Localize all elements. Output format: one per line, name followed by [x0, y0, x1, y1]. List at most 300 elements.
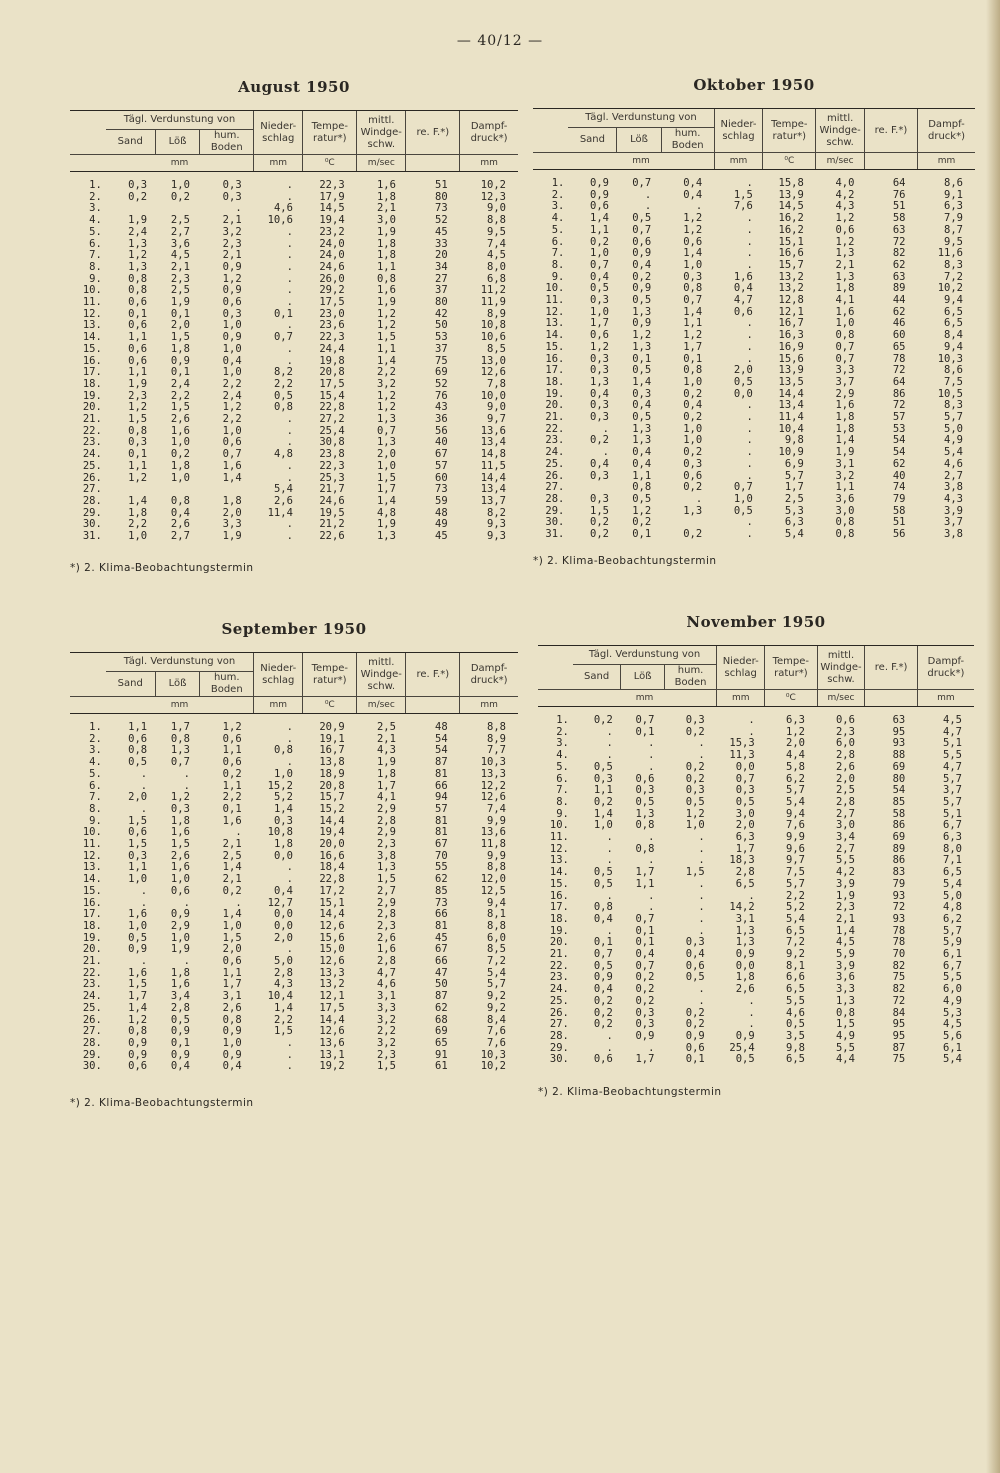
value-cell: 2,2: [128, 518, 148, 531]
temperature-header: [763, 109, 816, 153]
value-cell: 1,1: [632, 469, 652, 482]
value-cell: .: [140, 779, 148, 792]
value-cell: 1,9: [128, 377, 148, 390]
value-cell: 23,6: [319, 319, 345, 332]
value-cell: 1,3: [376, 530, 396, 543]
footnote: *) 2. Klima-Beobachtungstermin: [70, 562, 254, 574]
day-cell: 1.: [556, 714, 569, 726]
value-cell: 1,0: [593, 819, 613, 832]
value-cell: .: [606, 725, 613, 738]
value-cell: 73: [435, 202, 448, 215]
value-cell: 56: [435, 424, 448, 437]
value-cell: 9,6: [786, 842, 805, 855]
table-row: [70, 956, 518, 968]
value-cell: 46: [892, 317, 906, 330]
value-cell: 1,4: [376, 494, 396, 507]
value-cell: 95: [892, 725, 906, 738]
value-cell: 37: [435, 342, 448, 355]
day-cell: 9.: [89, 272, 102, 285]
value-cell: 1,0: [170, 931, 190, 944]
value-cell: 1,0: [683, 422, 703, 435]
value-cell: 1,5: [170, 331, 190, 344]
value-cell: 1,6: [835, 399, 855, 412]
value-cell: 0,7: [733, 481, 753, 494]
value-cell: 2,2: [376, 1025, 396, 1038]
value-cell: 4,6: [786, 1006, 805, 1019]
value-cell: 2,1: [222, 873, 242, 886]
value-cell: 66: [435, 908, 448, 921]
loess-header: Löß: [621, 665, 665, 690]
value-cell: 0,7: [376, 424, 396, 437]
value-cell: .: [746, 317, 753, 330]
value-cell: .: [286, 190, 293, 203]
header-text: Dampf-: [470, 662, 508, 674]
value-cell: 0,6: [128, 319, 148, 332]
value-cell: .: [748, 714, 755, 726]
table-row: [538, 762, 974, 774]
value-cell: .: [286, 424, 293, 437]
value-cell: 29,2: [319, 284, 345, 297]
value-cell: 13,6: [480, 424, 506, 437]
day-cell: 17.: [82, 908, 102, 921]
value-cell: 3,0: [835, 819, 855, 832]
value-cell: 1,1: [128, 459, 148, 472]
value-cell: 12,3: [480, 190, 506, 203]
value-cell: 0,1: [593, 936, 613, 949]
value-cell: 13,4: [480, 483, 506, 496]
value-cell: 9,0: [487, 401, 506, 414]
unit-temperature: ⁰C: [765, 690, 817, 707]
value-cell: 1,7: [590, 317, 609, 330]
value-cell: 15,1: [319, 896, 345, 909]
unit-vapour-pressure: mm: [917, 153, 975, 170]
value-cell: .: [602, 422, 609, 435]
value-cell: 9,8: [784, 434, 804, 447]
value-cell: 4,4: [786, 749, 805, 762]
day-cell: 24.: [549, 983, 569, 996]
day-cell: 16.: [545, 352, 565, 365]
value-cell: 2,2: [273, 1013, 293, 1026]
value-cell: 1,1: [128, 366, 148, 379]
value-cell: 1,4: [835, 924, 855, 937]
header-text: Nieder-: [722, 655, 759, 667]
value-cell: 73: [435, 896, 448, 909]
value-cell: 1,2: [222, 721, 242, 733]
humidity-header: [406, 111, 460, 155]
table-row: [70, 180, 518, 192]
day-cell: 6.: [556, 772, 569, 785]
day-cell: 27.: [549, 1018, 569, 1031]
value-cell: .: [746, 469, 753, 482]
value-cell: 1,0: [683, 258, 703, 271]
value-cell: 54: [892, 446, 906, 459]
value-cell: 2,8: [835, 749, 855, 762]
value-cell: .: [698, 912, 705, 925]
table-row: [533, 435, 975, 447]
value-cell: 0,4: [170, 506, 190, 519]
value-cell: 7,7: [487, 744, 506, 757]
day-cell: 30.: [82, 518, 102, 531]
header-text: Tempe-: [311, 662, 348, 674]
day-cell: 9.: [89, 814, 102, 827]
evaporation-group-header: Tägl. Verdunstung von: [568, 109, 714, 128]
day-cell: 19.: [82, 389, 102, 402]
value-cell: 2,0: [222, 506, 242, 519]
value-cell: 72: [892, 399, 906, 412]
header-text: Nieder-: [720, 118, 757, 130]
day-cell: 14.: [549, 866, 569, 879]
value-cell: .: [748, 994, 755, 1007]
value-cell: 82: [892, 959, 906, 972]
value-cell: 4,3: [376, 744, 396, 757]
value-cell: 62: [435, 1001, 448, 1014]
value-cell: 0,8: [273, 401, 293, 414]
value-cell: 0,3: [128, 849, 148, 862]
value-cell: .: [748, 1006, 755, 1019]
value-cell: 18,4: [319, 861, 345, 874]
value-cell: 15,0: [319, 943, 345, 956]
day-cell: 1.: [551, 177, 565, 189]
evaporation-group-header: Tägl. Verdunstung von: [106, 111, 254, 130]
value-cell: 10,2: [480, 179, 506, 191]
day-cell: 19.: [549, 924, 569, 937]
value-cell: 18,9: [319, 767, 345, 780]
day-cell: 15.: [82, 884, 102, 897]
value-cell: 5,5: [835, 854, 855, 867]
day-cell: 16.: [82, 896, 102, 909]
day-cell: 8.: [551, 258, 565, 271]
header-text: druck*): [470, 132, 508, 144]
day-cell: 21.: [82, 413, 102, 426]
value-cell: 65: [892, 340, 906, 353]
day-cell: 23.: [82, 978, 102, 991]
day-cell: 21.: [545, 411, 565, 424]
table-row: [533, 529, 975, 541]
header-text: ratur*): [313, 674, 347, 686]
table-row: [538, 879, 974, 891]
value-cell: 10,2: [937, 282, 963, 295]
header-text: druck*): [470, 674, 508, 686]
value-cell: 74: [892, 481, 906, 494]
value-cell: 2,2: [222, 791, 242, 804]
value-cell: 2,0: [128, 791, 148, 804]
value-cell: 1,2: [128, 471, 148, 484]
value-cell: 0,3: [590, 352, 609, 365]
temperature-header: [303, 111, 357, 155]
value-cell: 0,8: [170, 732, 190, 745]
value-cell: 1,1: [835, 481, 855, 494]
value-cell: .: [286, 471, 293, 484]
value-cell: 4,9: [835, 1029, 855, 1042]
value-cell: 54: [435, 744, 448, 757]
day-cell: 20.: [545, 399, 565, 412]
unit-cell: [538, 690, 573, 707]
value-cell: 8,6: [944, 177, 963, 189]
table-header: [70, 111, 518, 172]
value-cell: 8,8: [487, 861, 506, 874]
value-cell: .: [746, 528, 753, 541]
value-cell: 30,8: [319, 436, 345, 449]
value-cell: 1,8: [222, 494, 242, 507]
value-cell: 0,6: [685, 959, 705, 972]
value-cell: 21,2: [319, 518, 345, 531]
value-cell: 3,3: [376, 1001, 396, 1014]
value-cell: 0,2: [128, 190, 148, 203]
value-cell: 2,8: [376, 814, 396, 827]
value-cell: 1,5: [590, 504, 609, 517]
value-cell: 2,1: [376, 202, 396, 215]
value-cell: 12,1: [319, 990, 345, 1003]
value-cell: 2,6: [170, 413, 190, 426]
value-cell: 2,3: [222, 237, 242, 250]
day-cell: 23.: [549, 971, 569, 984]
month-title: August 1950: [238, 78, 350, 96]
value-cell: 3,0: [735, 807, 755, 820]
value-cell: 1,9: [376, 225, 396, 238]
value-cell: 0,6: [632, 235, 652, 248]
value-cell: 7,4: [487, 802, 506, 815]
value-cell: 1,0: [222, 1036, 242, 1049]
day-cell: 10.: [545, 282, 565, 295]
table-row: [538, 914, 974, 926]
value-cell: .: [648, 889, 655, 902]
value-cell: 1,3: [835, 994, 855, 1007]
value-cell: .: [286, 237, 293, 250]
value-cell: 9,1: [944, 188, 963, 201]
value-cell: 7,2: [786, 936, 805, 949]
value-cell: 0,0: [273, 919, 293, 932]
value-cell: 3,9: [835, 877, 855, 890]
value-cell: 0,9: [593, 971, 613, 984]
value-cell: 2,3: [835, 725, 855, 738]
table-row: [538, 797, 974, 809]
value-cell: 22,8: [319, 401, 345, 414]
value-cell: .: [606, 1029, 613, 1042]
day-cell: 7.: [89, 791, 102, 804]
value-cell: 12,6: [319, 955, 345, 968]
unit-vapour-pressure: mm: [460, 697, 518, 714]
unit-humidity: [406, 697, 460, 714]
day-cell: 30.: [82, 1060, 102, 1073]
value-cell: 10,3: [480, 1048, 506, 1061]
value-cell: 1,3: [632, 305, 652, 318]
value-cell: 95: [892, 1029, 906, 1042]
value-cell: 1,8: [835, 422, 855, 435]
value-cell: 0,3: [632, 387, 652, 400]
value-cell: .: [748, 889, 755, 902]
value-cell: 4,8: [376, 506, 396, 519]
value-cell: 15,4: [319, 389, 345, 402]
value-cell: 64: [892, 375, 906, 388]
value-cell: 0,1: [170, 1036, 190, 1049]
day-cell: 7.: [89, 249, 102, 262]
value-cell: 1,4: [222, 471, 242, 484]
table-row: [533, 260, 975, 272]
day-cell: 4.: [89, 214, 102, 227]
day-cell: 2.: [89, 190, 102, 203]
value-cell: 11,4: [267, 506, 293, 519]
vapour-pressure-header: [917, 646, 974, 690]
value-cell: 1,4: [593, 807, 613, 820]
table-row: [70, 944, 518, 956]
value-cell: 2,5: [222, 849, 242, 862]
value-cell: 1,6: [733, 270, 753, 283]
value-cell: 1,8: [376, 249, 396, 262]
paper-edge-shadow: [986, 0, 1000, 1473]
value-cell: 7,6: [786, 819, 805, 832]
temperature-header: [765, 646, 817, 690]
value-cell: 8,3: [944, 258, 963, 271]
value-cell: 1,6: [376, 179, 396, 191]
value-cell: 15,2: [319, 802, 345, 815]
value-cell: 69: [892, 831, 906, 844]
day-cell: 13.: [545, 317, 565, 330]
value-cell: 40: [892, 469, 906, 482]
table-row: [70, 804, 518, 816]
day-cell: 10.: [549, 819, 569, 832]
humidity-header: [865, 646, 917, 690]
value-cell: 12,1: [778, 305, 804, 318]
wind-speed-header: [357, 653, 406, 697]
value-cell: 63: [892, 223, 906, 236]
footnote: *) 2. Klima-Beobachtungstermin: [70, 1097, 254, 1109]
value-cell: 16,3: [778, 329, 804, 342]
value-cell: 3,2: [376, 1036, 396, 1049]
sand-header: Sand: [117, 136, 143, 147]
value-cell: 81: [435, 919, 448, 932]
value-cell: 1,3: [835, 247, 855, 260]
value-cell: 0,8: [632, 481, 652, 494]
header-text: Windge-: [820, 661, 862, 673]
value-cell: 3,9: [944, 504, 963, 517]
value-cell: 3,2: [376, 1013, 396, 1026]
precipitation-header: [254, 111, 303, 155]
value-cell: 0,2: [632, 270, 652, 283]
value-cell: 0,8: [683, 282, 703, 295]
value-cell: 0,4: [733, 282, 753, 295]
value-cell: .: [698, 831, 705, 844]
value-cell: 1,7: [222, 978, 242, 991]
value-cell: 0,6: [835, 223, 855, 236]
value-cell: 0,9: [590, 177, 609, 189]
unit-wind: m/sec: [817, 690, 865, 707]
value-cell: 79: [892, 877, 906, 890]
value-cell: 1,9: [170, 943, 190, 956]
value-cell: 3,1: [376, 990, 396, 1003]
value-cell: 3,0: [835, 504, 855, 517]
value-cell: 1,0: [222, 424, 242, 437]
value-cell: 51: [892, 200, 906, 213]
value-cell: .: [235, 896, 242, 909]
value-cell: 2,0: [273, 931, 293, 944]
day-cell: 24.: [82, 990, 102, 1003]
header-text: Boden: [674, 677, 707, 688]
day-cell: 29.: [549, 1041, 569, 1054]
value-cell: 0,4: [632, 446, 652, 459]
value-cell: 1,6: [222, 814, 242, 827]
value-cell: 9,9: [487, 814, 506, 827]
header-text: schlag: [722, 130, 755, 142]
value-cell: 5,7: [943, 795, 962, 808]
value-cell: 1,0: [273, 767, 293, 780]
value-cell: 0,1: [683, 352, 703, 365]
day-cell: 26.: [82, 1013, 102, 1026]
value-cell: 12,6: [480, 791, 506, 804]
value-cell: 50: [435, 978, 448, 991]
value-cell: .: [140, 884, 148, 897]
day-cell: 10.: [82, 284, 102, 297]
value-cell: 13,1: [319, 1048, 345, 1061]
value-cell: 58: [892, 504, 906, 517]
day-cell: 14.: [82, 873, 102, 886]
value-cell: 23,8: [319, 448, 345, 461]
value-cell: 13,6: [319, 1036, 345, 1049]
table-header: [533, 109, 975, 170]
value-cell: 10,0: [480, 389, 506, 402]
value-cell: 1,0: [128, 919, 148, 932]
table-row: [533, 225, 975, 237]
header-text: Nieder-: [260, 120, 297, 132]
value-cell: 20,8: [319, 366, 345, 379]
value-cell: 0,6: [128, 1060, 148, 1073]
value-cell: 0,9: [170, 1025, 190, 1038]
value-cell: 62: [892, 258, 906, 271]
value-cell: 70: [435, 849, 448, 862]
value-cell: 16,2: [778, 223, 804, 236]
value-cell: 13,9: [778, 364, 804, 377]
climate-table: [70, 652, 518, 1073]
value-cell: .: [746, 399, 753, 412]
value-cell: 1,5: [685, 866, 705, 879]
unit-precipitation: mm: [714, 153, 763, 170]
value-cell: 0,3: [593, 772, 613, 785]
value-cell: 27,2: [319, 413, 345, 426]
value-cell: .: [746, 258, 753, 271]
value-cell: 52: [435, 214, 448, 227]
value-cell: 2,3: [128, 389, 148, 402]
value-cell: 6,0: [487, 931, 506, 944]
value-cell: .: [698, 842, 705, 855]
value-cell: 1,8: [835, 282, 855, 295]
value-cell: 52: [435, 377, 448, 390]
value-cell: 1,2: [222, 272, 242, 285]
value-cell: 0,5: [733, 375, 753, 388]
value-cell: 0,6: [222, 436, 242, 449]
value-cell: 8,7: [944, 223, 963, 236]
value-cell: 3,4: [835, 831, 855, 844]
value-cell: 1,5: [376, 331, 396, 344]
value-cell: 12,6: [480, 366, 506, 379]
value-cell: 45: [435, 931, 448, 944]
header-text: Tempe-: [771, 118, 808, 130]
value-cell: 1,2: [170, 791, 190, 804]
value-cell: 1,5: [128, 978, 148, 991]
value-cell: 8,2: [487, 506, 506, 519]
value-cell: 1,5: [733, 188, 753, 201]
value-cell: 0,7: [635, 714, 655, 726]
value-cell: 78: [892, 352, 906, 365]
header-text: hum.: [677, 665, 704, 676]
table-row: [538, 738, 974, 750]
day-cell: 12.: [82, 307, 102, 320]
value-cell: 5,0: [943, 889, 962, 902]
value-cell: 5,6: [943, 1029, 962, 1042]
value-cell: 47: [435, 966, 448, 979]
value-cell: 9,4: [944, 340, 963, 353]
value-cell: 0,5: [593, 866, 613, 879]
value-cell: 15,2: [267, 779, 293, 792]
value-cell: 0,2: [683, 446, 703, 459]
